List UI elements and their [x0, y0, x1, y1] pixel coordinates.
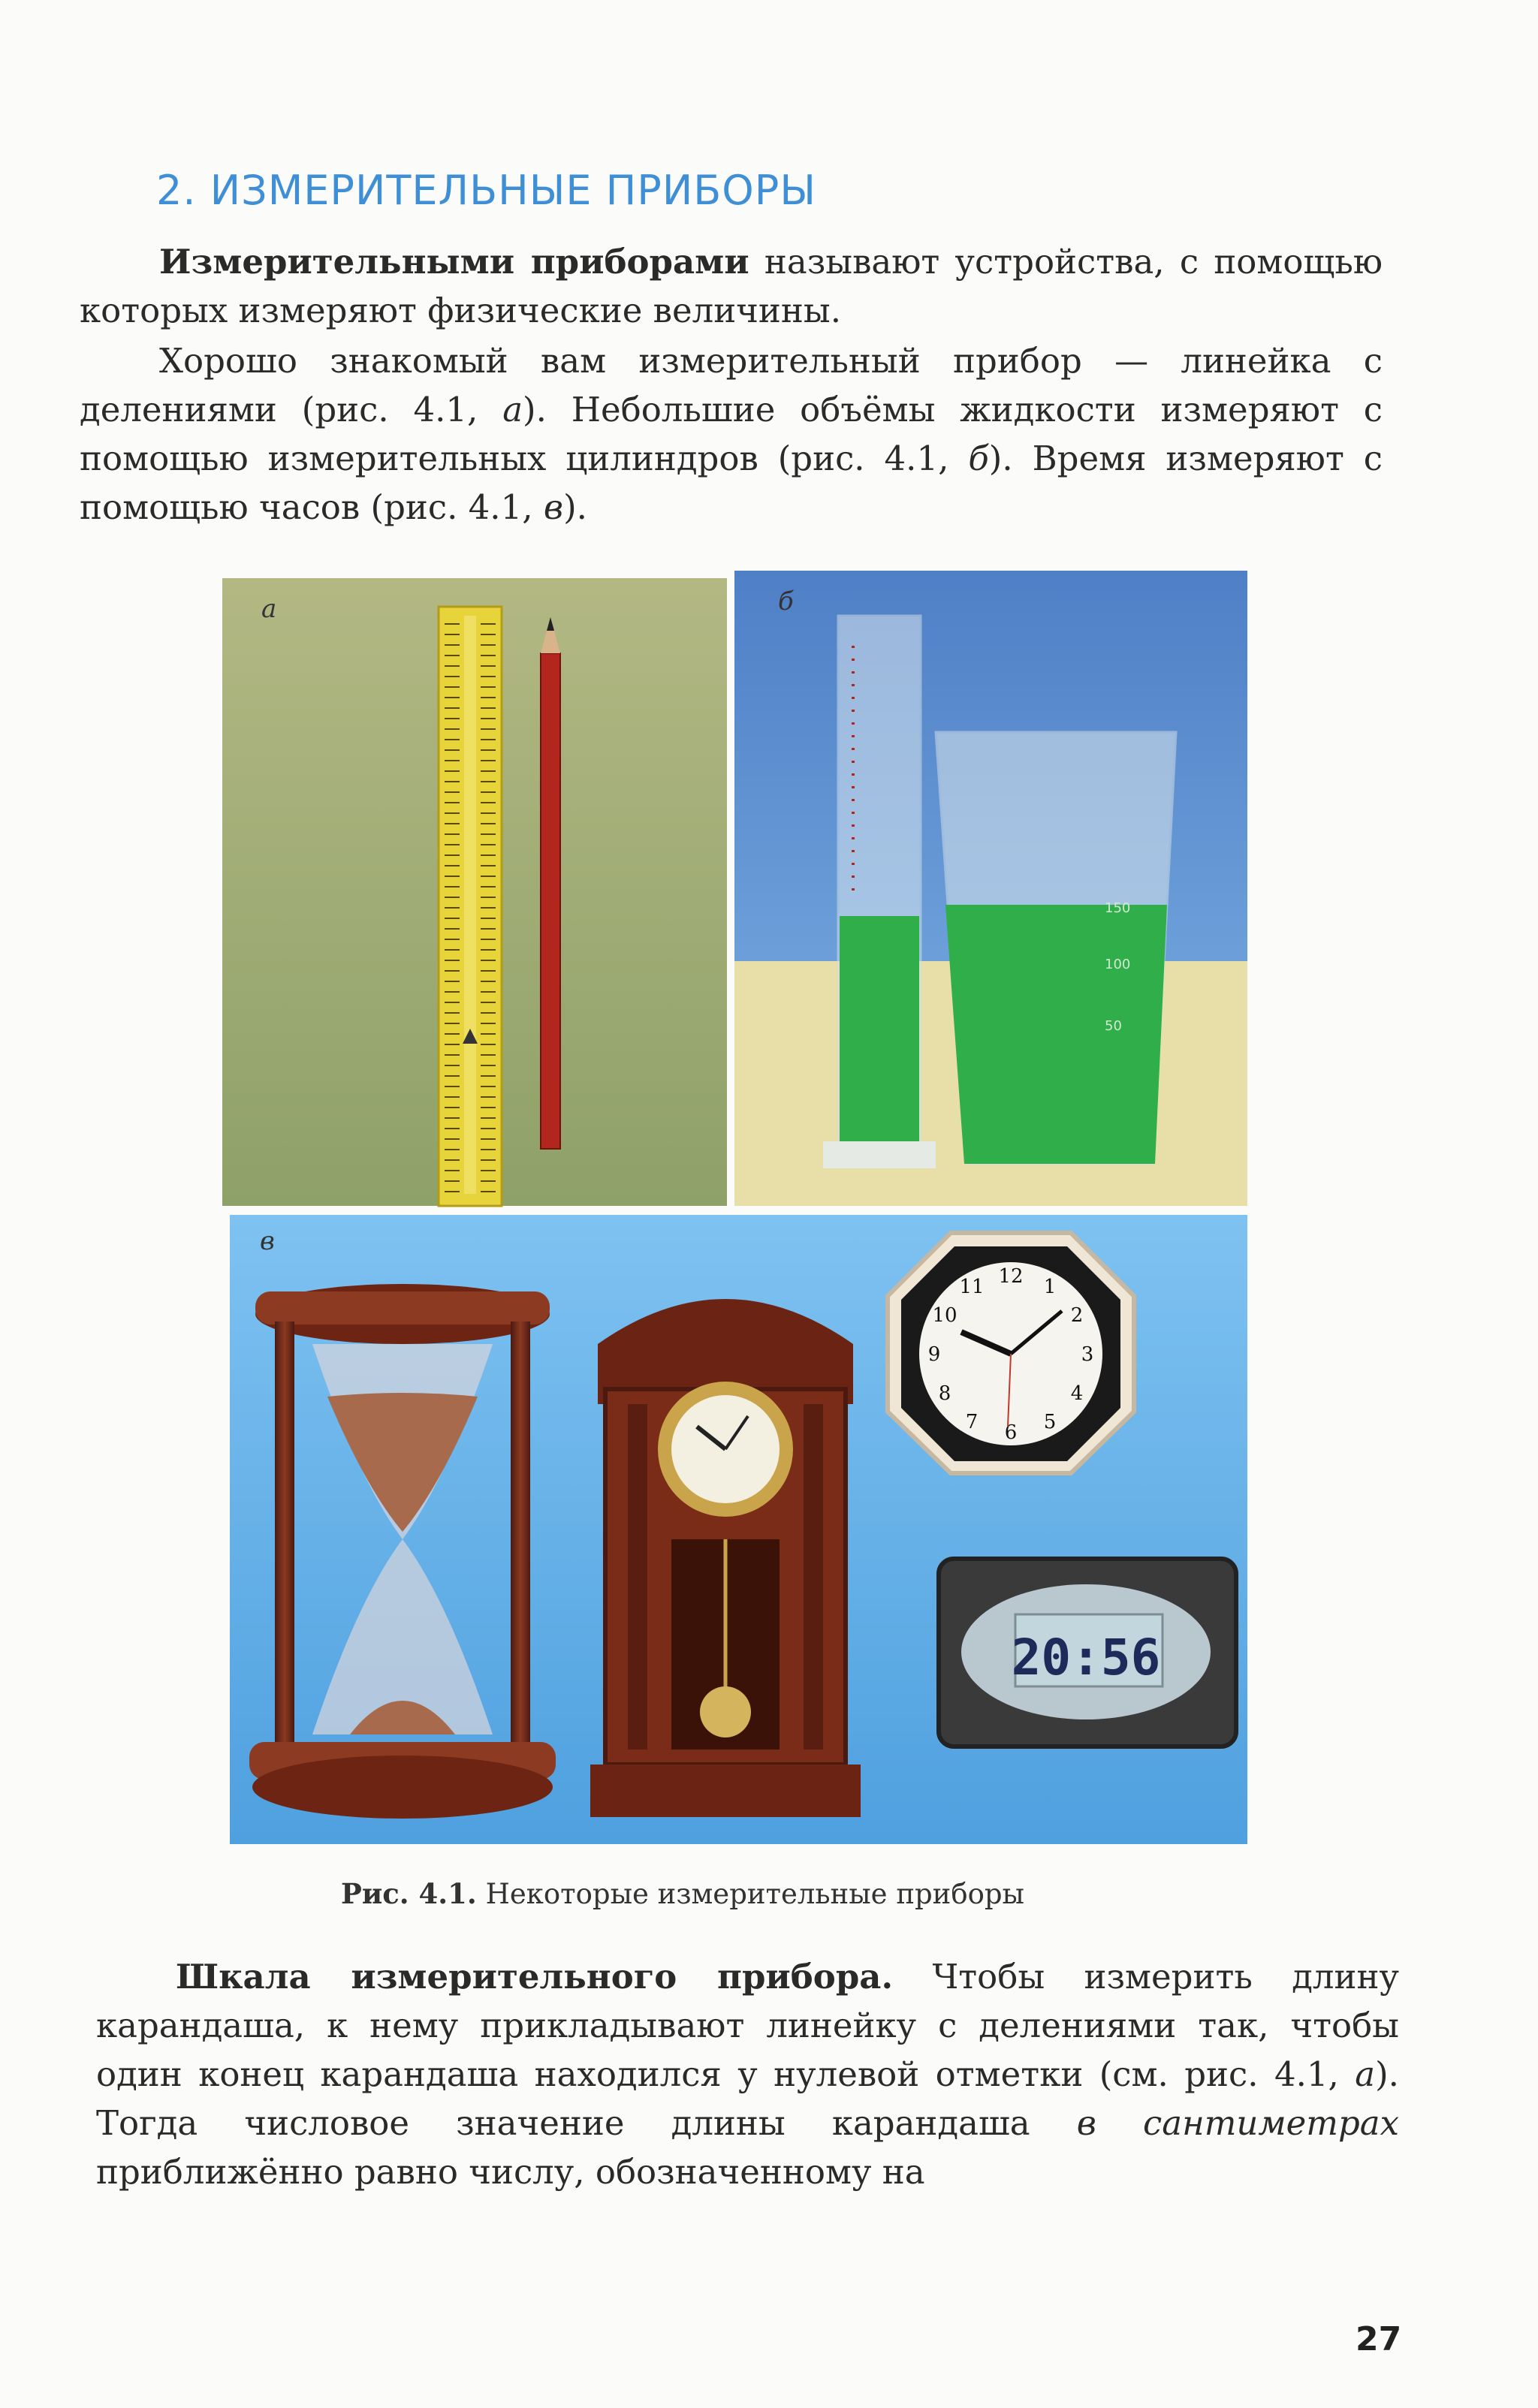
figure-4-1: [222, 571, 1247, 1844]
text-span: Хорошо знакомый вам измерительный прибор — линейка с делениями (рис. 4.1,: [80, 341, 1383, 429]
beaker-mark-100: 100: [1105, 957, 1131, 972]
paragraph-scale: [96, 1952, 1399, 2196]
figure-caption: [341, 1877, 1024, 1910]
text-span: приближённо равно числу, обозначенному на: [96, 2152, 925, 2192]
text-span: ). Время измеряют с помощью часов (рис. 4.1,: [80, 439, 1383, 527]
wall-clock-image: [888, 1233, 1134, 1473]
fig-ref-c: в: [543, 487, 564, 527]
digital-clock-time: 20:56: [1011, 1629, 1161, 1686]
panel-label-c: в: [260, 1226, 275, 1256]
panel-label-a: а: [261, 594, 277, 624]
caption-label: Рис. 4.1.: [341, 1877, 477, 1910]
numeral-12: 12: [998, 1265, 1024, 1288]
numeral-1: 1: [1043, 1276, 1057, 1298]
ruler-image: [439, 607, 502, 1206]
text-span: Чтобы измерить длину карандаша, к нему прикладывают линейку с делениями так, чтобы один конец карандаша находился у нулевой отметки (см. рис. 4.1,: [96, 1957, 1399, 2094]
numeral-6: 6: [1004, 1421, 1018, 1444]
term-measuring-instruments: Измерительными приборами: [159, 242, 749, 282]
panel-label-b: б: [778, 586, 794, 616]
fig-ref-a: а: [1355, 2054, 1376, 2094]
numeral-2: 2: [1070, 1304, 1084, 1327]
beaker-mark-50: 50: [1105, 1018, 1122, 1034]
numeral-10: 10: [932, 1304, 957, 1327]
text-span: ). Тогда числовое значение длины карандаша: [96, 2054, 1399, 2143]
numeral-3: 3: [1081, 1343, 1094, 1366]
definition-text: называют устройства, с помощью которых измеряют физические величины.: [80, 242, 1383, 330]
graduated-cylinder-image: [823, 616, 936, 1168]
numeral-11: 11: [959, 1276, 985, 1298]
fig-ref-a: а: [502, 390, 523, 429]
italic-in-centimeters: в сантиметрах: [1076, 2103, 1399, 2143]
pendulum-clock-image: [590, 1299, 861, 1817]
numeral-7: 7: [965, 1411, 979, 1433]
fig-ref-b: б: [968, 439, 989, 478]
page-number: 27: [1356, 2320, 1402, 2358]
text-span: ).: [563, 487, 587, 527]
term-instrument-scale: Шкала измерительного прибора.: [176, 1957, 894, 1997]
beaker-mark-150: 150: [1105, 900, 1131, 916]
digital-clock-image: [939, 1559, 1236, 1746]
paragraph-definition: [80, 237, 1383, 335]
beaker-image: [936, 732, 1176, 1164]
numeral-4: 4: [1070, 1382, 1084, 1405]
numeral-8: 8: [938, 1382, 951, 1405]
caption-text: Некоторые измерительные приборы: [476, 1878, 1025, 1910]
numeral-9: 9: [927, 1343, 941, 1366]
section-number: 2.: [156, 167, 197, 214]
section-heading: [156, 167, 816, 214]
panel-c: [230, 1215, 1247, 1844]
panel-b: [734, 571, 1247, 1206]
panel-a: [222, 578, 727, 1206]
pencil-image: [541, 617, 560, 1149]
section-title: ИЗМЕРИТЕЛЬНЫЕ ПРИБОРЫ: [210, 167, 816, 214]
paragraph-examples: [80, 336, 1383, 532]
numeral-5: 5: [1043, 1411, 1057, 1433]
text-span: ). Небольшие объёмы жидкости измеряют с помощью измерительных цилиндров (рис. 4.1,: [80, 390, 1383, 478]
